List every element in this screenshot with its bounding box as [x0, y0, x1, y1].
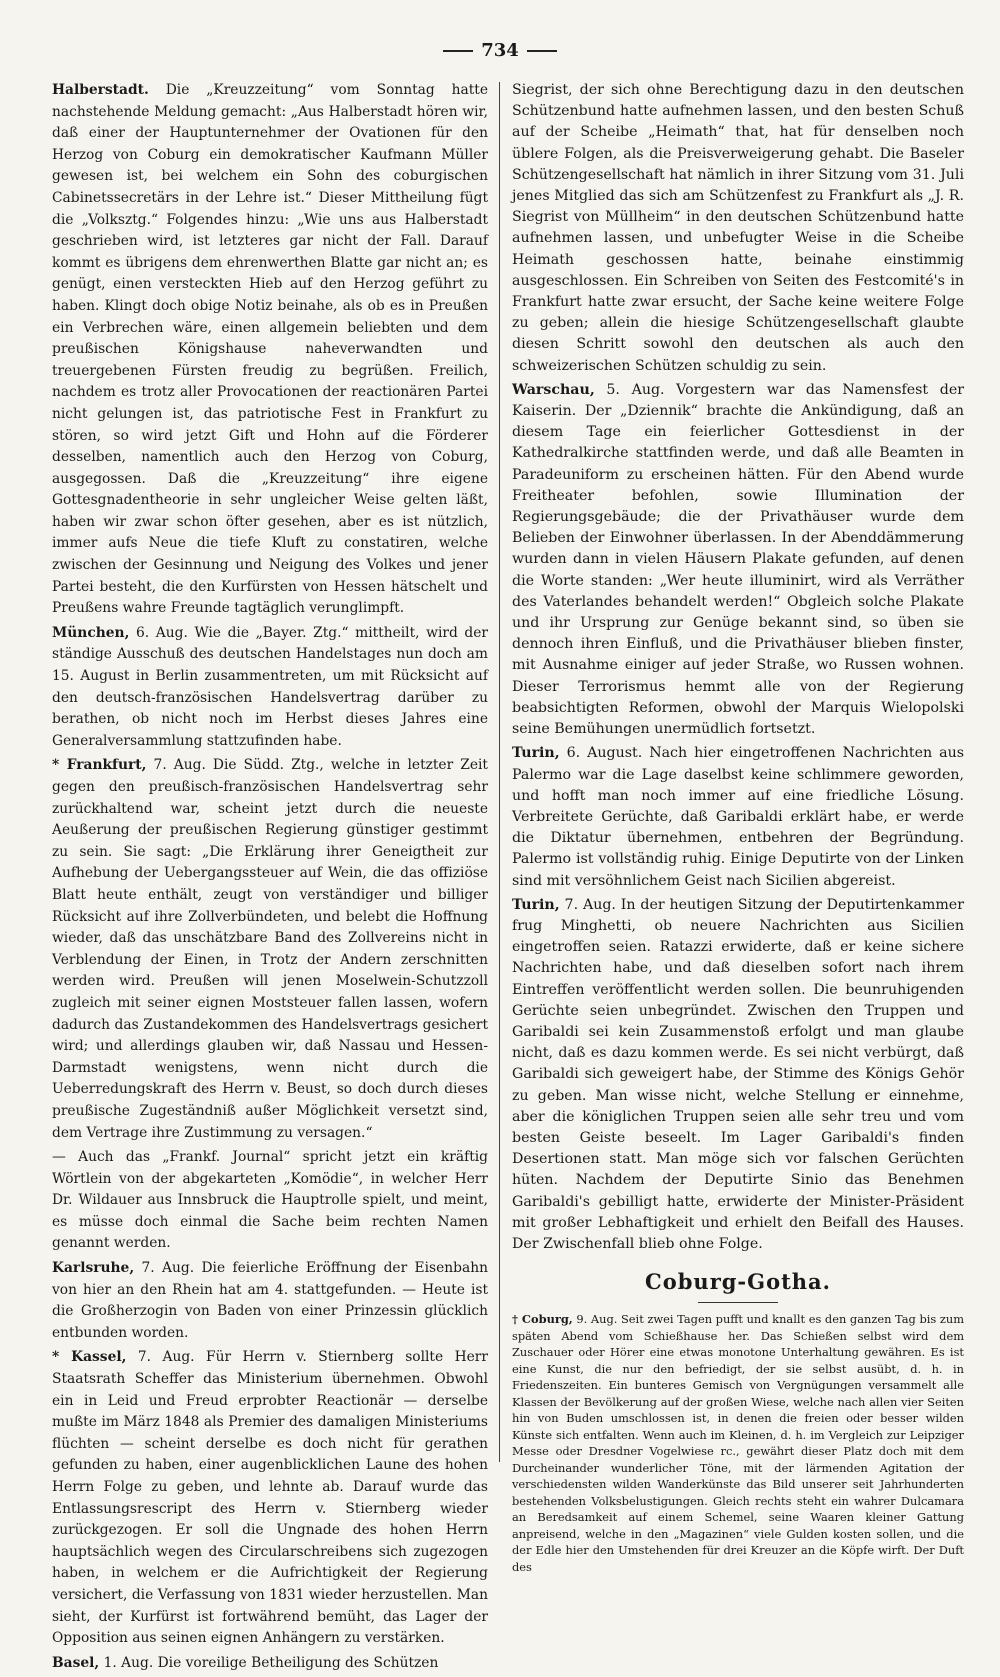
- column-divider: [499, 82, 500, 1462]
- article-text: 9. Aug. Seit zwei Tagen pufft und knallt es den ganzen Tag bis zum späten Abend vom Schießhause her. Das Schießen selbst wird dem Zuschauer oder Hörer eine etwas monotone Unterhaltung gewähren. Es ist eine Kunst, die nur den befriedigt, der sie selbst ausübt, d. h. in Friedenszeiten. Ein bunteres Gemisch von Vergnügungen versammelt alle Klassen der Bevölkerung auf der großen Wiese, welche nach allen vier Seiten hin von Buden umschlossen ist, in denen die freien oder besser wilden Künste sich entfalten. Wenn auch im Kleinen, d. h. im Vergleich zur Leipziger Messe oder Dresdner Vogelwiese rc., gewährt dieser Platz doch mit dem Durcheinander wunderlicher Töne, mit der lärmenden Agitation der verschiedensten wilden Wanderkünste das Bild unserer seit Jahrhunderten bestehenden Volksbelustigungen. Gleich rechts steht ein wahrer Dulcamara an Beredsamkeit auf einem Schemel, seine Waaren kleiner Gattung anpreisend, welche in den „Magazinen“ viele Gulden kosten sollen, und die der Edle hier den Umstehenden für drei Kreuzer an die Köpfe wirft. Der Duft des: [512, 1312, 965, 1574]
- dateline: * Kassel,: [52, 1349, 127, 1366]
- article-turin-7: [512, 895, 964, 1255]
- article-basel: [52, 1653, 488, 1675]
- article-kassel: [52, 1347, 488, 1649]
- article-text: 7. Aug. Für Herrn v. Stiernberg sollte Herr Staatsrath Scheffer das Ministerium übernehmen. Obwohl ein in Leid und Freud erprobter Reactionär — derselbe mußte im März 1848 als Premier des damaligen Ministeriums flüchten — scheint derselbe es doch nicht für gerathen gefunden zu haben, einer augenblicklichen Laune des hohen Herrn Folge zu geben, und lehnte ab. Darauf wurde das Entlassungsrescript des Herrn v. Stiernberg wieder zurückgezogen. Er soll die Ungnade des hohen Herrn hauptsächlich wegen des Circularschreibens sich zugezogen haben, in welchem er die Aufrichtigkeit der Regierung versichert, die Verfassung von 1831 wieder herzustellen. Man sieht, der Kurfürst ist fortwährend bemüht, das Lager der Opposition aus seinen eignen Anhängern zu verstärken.: [52, 1349, 488, 1647]
- dateline: † Coburg,: [512, 1312, 573, 1327]
- dateline: Turin,: [512, 745, 560, 762]
- article-frankfurt-journal: [52, 1147, 488, 1255]
- article-text: 6. August. Nach hier eingetroffenen Nachrichten aus Palermo war die Lage daselbst keine schlimmere geworden, und hofft man noch immer auf eine friedliche Lösung. Verbreitete Gerüchte, daß Garibaldi erklärt habe, er werde die Diktatur übernehmen, entbehren der Begründung. Palermo ist vollständig ruhig. Einige Deputirte von der Linken sind mit versöhnlichem Geist nach Sicilien abgereist.: [512, 745, 964, 889]
- right-column: [512, 80, 964, 1578]
- page-number: [0, 40, 1000, 61]
- dateline: * Frankfurt,: [52, 757, 147, 774]
- rule-left: [443, 50, 473, 52]
- article-karlsruhe: [52, 1258, 488, 1344]
- article-text: Siegrist, der sich ohne Berechtigung dazu in den deutschen Schützenbund hatte aufnehmen lassen, und den besten Schuß auf der Scheibe „Heimath“ that, hat für denselben noch üblere Folgen, als die Preisverweigerung gehabt. Die Baseler Schützengesellschaft hat nämlich in ihrer Sitzung vom 31. Juli jenes Mitglied das sich am Schützenfest zu Frankfurt als „J. R. Siegrist von Müllheim“ in den deutschen Schützenbund hatte aufnehmen lassen, und unbefugter Weise in die Scheibe Heimath geschossen hatte, beinahe einstimmig ausgeschlossen. Ein Schreiben von Seiten des Festcomité's in Frankfurt hatte zwar ersucht, der Sache keine weitere Folge zu geben; allein die hiesige Schützengesellschaft glaubte diesen Schritt sowohl den deutschen als auch den schweizerischen Schützen schuldig zu sein.: [512, 82, 964, 374]
- left-column: [52, 80, 488, 1677]
- article-coburg: [512, 1311, 964, 1575]
- article-basel-continued: [512, 80, 964, 377]
- article-muenchen: [52, 623, 488, 753]
- article-text: 7. Aug. Die Südd. Ztg., welche in letzter Zeit gegen den preußisch-französischen Handelsvertrag sehr zurückhaltend war, scheint jetzt durch die neueste Aeußerung der preußischen Regierung günstiger gestimmt zu sein. Sie sagt: „Die Erklärung ihrer Geneigtheit zur Aufhebung der Uebergangssteuer auf Wein, die das offiziöse Blatt heute enthält, zeugt von verständiger und billiger Rücksicht auf ihre Zollverbündeten, und belebt die Hoffnung wieder, daß das unschätzbare Band des Zollvereins nicht in Verblendung der Einen, in Trotz der Andern zerschnitten werden wird. Preußen will jenen Moselwein-Schutzzoll zugleich mit seiner eignen Moststeuer fallen lassen, wofern dadurch das Zustandekommen des Handelsvertrags gesichert wird; und allerdings glauben wir, daß Nassau und Hessen-Darmstadt wenigstens, wenn nicht durch die Ueberredungskraft des Herrn v. Beust, so doch durch dieses preußische Zugeständniß außer Möglichkeit versetzt sind, dem Vertrage ihre Zustimmung zu versagen.“: [52, 757, 488, 1141]
- article-text: 1. Aug. Die voreilige Betheiligung des Schützen: [99, 1654, 439, 1671]
- article-text: 7. Aug. In der heutigen Sitzung der Deputirtenkammer frug Minghetti, ob neuere Nachrichten aus Sicilien eingetroffen seien. Ratazzi erwiderte, daß er keine sichere Nachrichten habe, und daß dieselben sofort nach ihrem Eintreffen veröffentlicht werden sollen. Die beunruhigenden Gerüchte seien unbegründet. Zwischen den Truppen und Garibaldi sei kein Zusammenstoß erfolgt und man glaube nicht, daß es dazu kommen werde. Es sei nicht verbürgt, daß Garibaldi sich geweigert habe, der Stimme des Königs Gehör zu geben. Man wisse nicht, welche Stellung er einnehme, aber die königlichen Truppen seien alle sehr treu und vom besten Geiste beseelt. Im Lager Garibaldi's finden Desertionen statt. Man möge sich vor falschen Gerüchten hüten. Nachdem der Deputirte Sinio das Benehmen Garibaldi's gebilligt hatte, erwiderte der Minister-Präsident mit großer Lebhaftigkeit und erhielt den Beifall des Hauses. Der Zwischenfall blieb ohne Folge.: [512, 896, 964, 1252]
- article-halberstadt: [52, 80, 488, 620]
- article-text: 7. Aug. Die feierliche Eröffnung der Eisenbahn von hier an den Rhein hat am 4. stattgefunden. — Heute ist die Großherzogin von Baden von einer Prinzessin glücklich entbunden worden.: [52, 1260, 488, 1341]
- article-frankfurt: [52, 755, 488, 1144]
- dateline: Warschau,: [512, 381, 595, 398]
- dateline: München,: [52, 624, 130, 641]
- article-text: 5. Aug. Vorgestern war das Namensfest der Kaiserin. Der „Dziennik“ brachte die Ankündigung, daß an diesem Tage ein feierlicher Gottesdienst in der Kathedralkirche stattfinden werde, und daß alle Beamten in Paradeuniform zu erscheinen hätten. Für den Abend wurde Freitheater befohlen, sowie Illumination der Regierungsgebäude; die der Privathäuser wurde dem Belieben der Einwohner überlassen. In der Abenddämmerung wurden dann in vielen Häusern Plakate gefunden, auf denen die Worte standen: „Wer heute illuminirt, wird als Verräther des Vaterlandes behandelt werden!“ Obgleich solche Plakate und ihr Ursprung zur Genüge bekannt sind, so üben sie dennoch ihren Einfluß, und die Privathäuser blieben finster, mit Ausnahme einiger auf jeder Straße, wo Russen wohnen. Dieser Terrorismus hemmt alle von der Regierung beabsichtigten Reformen, obwohl der Marquis Wielopolski seine Bemühungen unermüdlich fortsetzt.: [512, 381, 964, 738]
- dateline: Basel,: [52, 1654, 100, 1671]
- dateline: Karlsruhe,: [52, 1260, 135, 1277]
- rule-right: [527, 50, 557, 52]
- article-warschau: [512, 380, 964, 740]
- article-text: — Auch das „Frankf. Journal“ spricht jetzt ein kräftig Wörtlein von der abgekarteten „Komödie“, in welcher Herr Dr. Wildauer aus Innsbruck die Hauptrolle spielt, und meint, es müsse doch einmal die Sache beim rechten Namen genannt werden.: [52, 1149, 488, 1252]
- article-turin-6: [512, 743, 964, 891]
- article-text: 6. Aug. Wie die „Bayer. Ztg.“ mittheilt, wird der ständige Ausschuß des deutschen Handelstages nun doch am 15. August in Berlin zusammentreten, um mit Rücksicht auf den deutsch-französischen Handelsvertrag darüber zu berathen, ob nicht noch im Herbst dieses Jahres eine Generalversammlung stattzufinden habe.: [52, 624, 488, 749]
- heading-rule: [698, 1302, 778, 1303]
- article-text: Die „Kreuzzeitung“ vom Sonntag hatte nachstehende Meldung gemacht: „Aus Halberstadt hören wir, daß einer der Hauptunternehmer der Ovationen für den Herzog von Coburg ein demokratischer Kaufmann Müller gewesen ist, bei welchem ein Sohn des coburgischen Cabinetssecretärs in der Lehre ist.“ Dieser Mittheilung fügt die „Volksztg.“ Folgendes hinzu: „Wie uns aus Halberstadt geschrieben wird, ist letzteres gar nicht der Fall. Darauf kommt es übrigens dem ehrenwerthen Blatte gar nicht an; es genügt, einen versteckten Hieb auf den Herzog geführt zu haben. Klingt doch obige Notiz beinahe, als ob es in Preußen ein Verbrechen wäre, einen allgemein beliebten und dem preußischen Königshause naheverwandten und treuergebenen Fürsten freudig zu begrüßen. Freilich, nachdem es trotz aller Provocationen der reactionären Partei nicht gelungen ist, das patriotische Fest in Frankfurt zu stören, so wird jetzt Gift und Hohn auf die Förderer desselben, namentlich auch den Herzog von Coburg, ausgegossen. Daß die „Kreuzzeitung“ ihre eigene Gottesgnadentheorie in sehr ungleicher Weise gelten läßt, haben wir zwar schon öfter gesehen, aber es ist nützlich, immer aufs Neue die tiefe Kluft zu constatiren, welche zwischen der Gesinnung und Neigung des Volkes und jener Partei besteht, die den Kurfürsten von Hessen hätschelt und Preußens wahre Freunde tagtäglich verunglimpft.: [52, 82, 488, 617]
- page-number-text: 734: [481, 40, 519, 61]
- dateline: Turin,: [512, 896, 560, 913]
- coburg-section: [512, 1311, 964, 1575]
- section-heading: Coburg-Gotha.: [645, 1269, 831, 1295]
- dateline: Halberstadt.: [52, 82, 149, 98]
